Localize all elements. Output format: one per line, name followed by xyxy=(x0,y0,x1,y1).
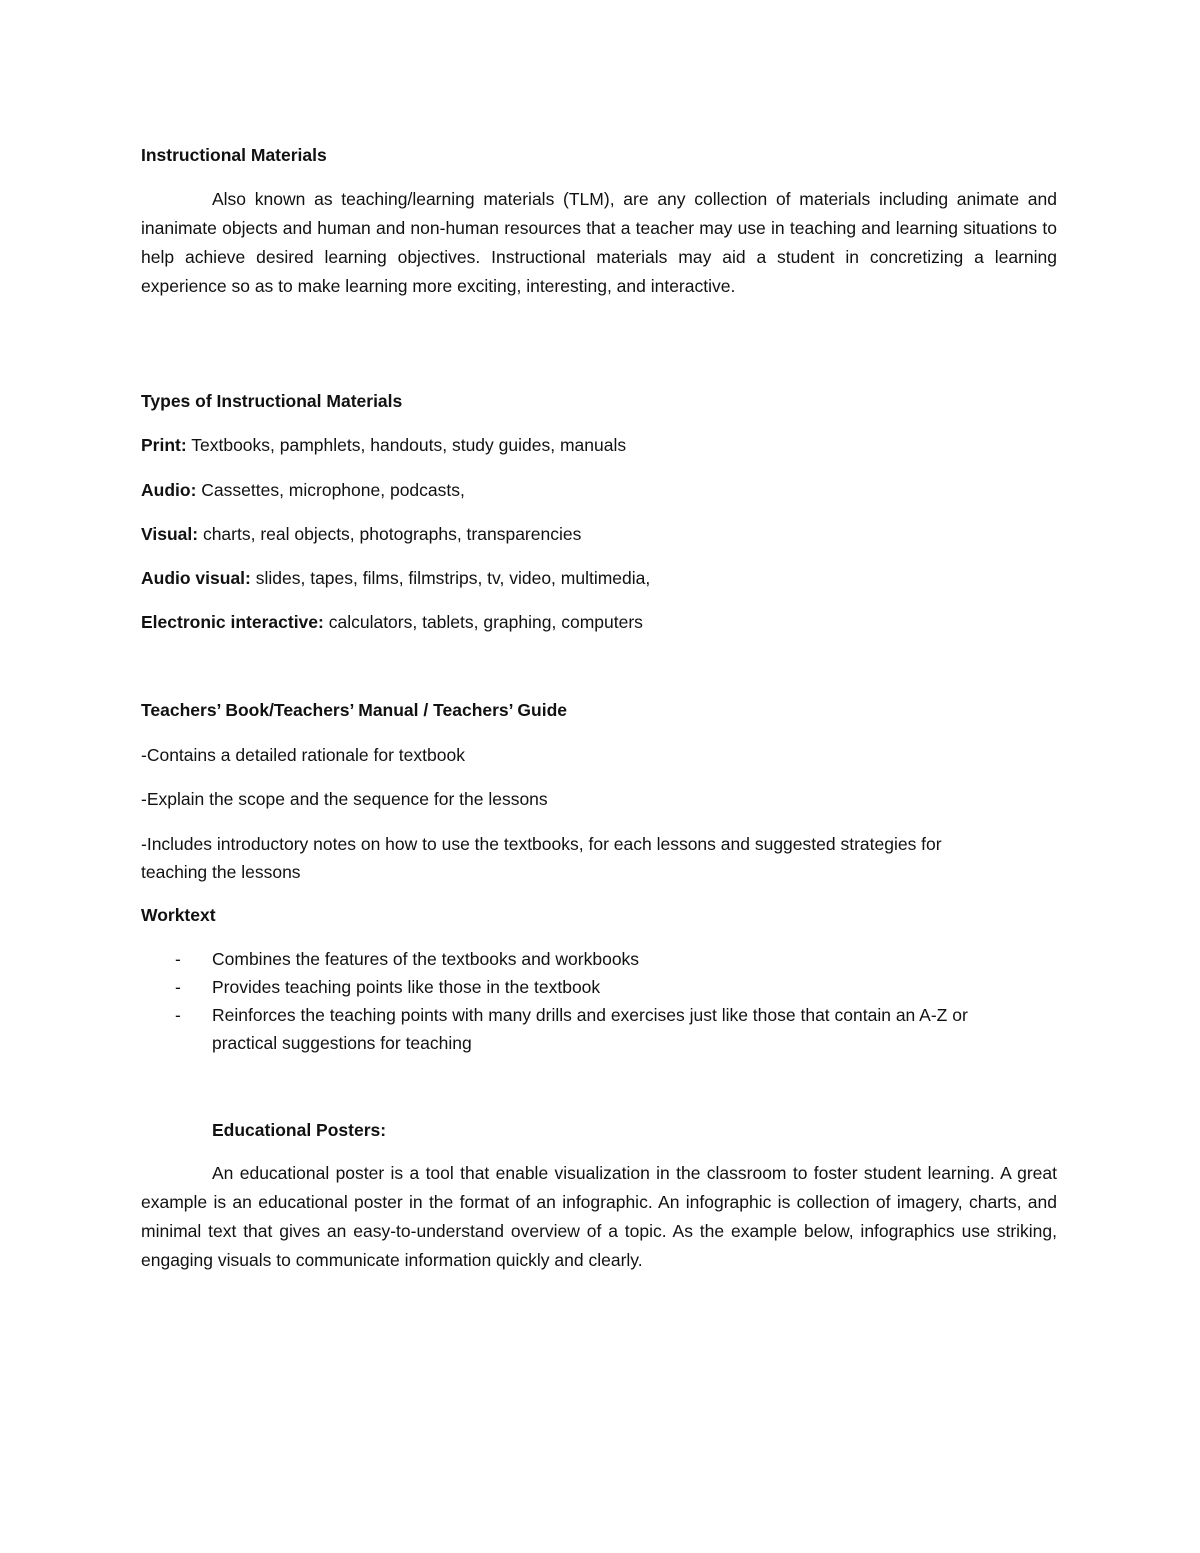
list-item xyxy=(141,945,1057,973)
type-item-audio-visual xyxy=(141,567,650,589)
bullet-dash: - xyxy=(175,949,181,969)
list-item xyxy=(141,973,1057,1001)
teachers-guide-item-line1: -Includes introductory notes on how to use the textbooks, for each lessons and suggested strategies for xyxy=(141,834,942,854)
type-label: Audio visual: xyxy=(141,568,251,588)
teachers-guide-item: -Explain the scope and the sequence for the lessons xyxy=(141,789,548,809)
type-text: calculators, tablets, graphing, computers xyxy=(323,612,643,632)
teachers-guide-item: -Contains a detailed rationale for textbook xyxy=(141,745,465,765)
type-label: Print: xyxy=(141,435,187,455)
worktext-bullet-list xyxy=(141,945,1057,1057)
heading-types-of-instructional-materials: Types of Instructional Materials xyxy=(141,391,403,411)
type-text: charts, real objects, photographs, transparencies xyxy=(198,524,582,544)
type-label: Audio: xyxy=(141,480,197,500)
paragraph-instructional-materials: Also known as teaching/learning materials (TLM), are any collection of materials including animate and inanimate objects and human and non-human resources that a teacher may use in teaching and learning situations to help achieve desired learning objectives. Instructional materials may aid a student in concretizing a learning experience so as to make learning more exciting, interesting, and interactive. xyxy=(141,189,1057,296)
type-item-print xyxy=(141,434,626,456)
teachers-guide-item-line2: teaching the lessons xyxy=(141,862,301,882)
heading-educational-posters: Educational Posters: xyxy=(212,1120,387,1140)
type-item-visual xyxy=(141,523,581,545)
type-item-electronic-interactive xyxy=(141,611,643,633)
type-text: slides, tapes, films, filmstrips, tv, video, multimedia, xyxy=(250,568,651,588)
bullet-text: Combines the features of the textbooks and workbooks xyxy=(212,949,640,969)
heading-teachers-guide: Teachers’ Book/Teachers’ Manual / Teachers’ Guide xyxy=(141,700,568,720)
document-page xyxy=(141,0,1059,1553)
bullet-text: Provides teaching points like those in the textbook xyxy=(212,977,601,997)
type-label: Electronic interactive: xyxy=(141,612,324,632)
list-item xyxy=(141,1001,1057,1057)
type-text: Textbooks, pamphlets, handouts, study guides, manuals xyxy=(186,435,627,455)
paragraph-educational-posters: An educational poster is a tool that enable visualization in the classroom to foster student learning. A great example is an educational poster in the format of an infographic. An infographic is collection of imagery, charts, and minimal text that gives an easy-to-understand overview of a topic. As the example below, infographics use striking, engaging visuals to communicate information quickly and clearly. xyxy=(141,1163,1057,1270)
type-text: Cassettes, microphone, podcasts, xyxy=(196,480,465,500)
type-item-audio xyxy=(141,479,465,501)
heading-instructional-materials: Instructional Materials xyxy=(141,145,327,165)
bullet-text: Reinforces the teaching points with many drills and exercises just like those that contain an A-Z or practical suggestions for teaching xyxy=(212,1005,968,1053)
bullet-dash: - xyxy=(175,977,181,997)
heading-worktext: Worktext xyxy=(141,905,216,925)
type-label: Visual: xyxy=(141,524,199,544)
bullet-dash: - xyxy=(175,1005,181,1025)
